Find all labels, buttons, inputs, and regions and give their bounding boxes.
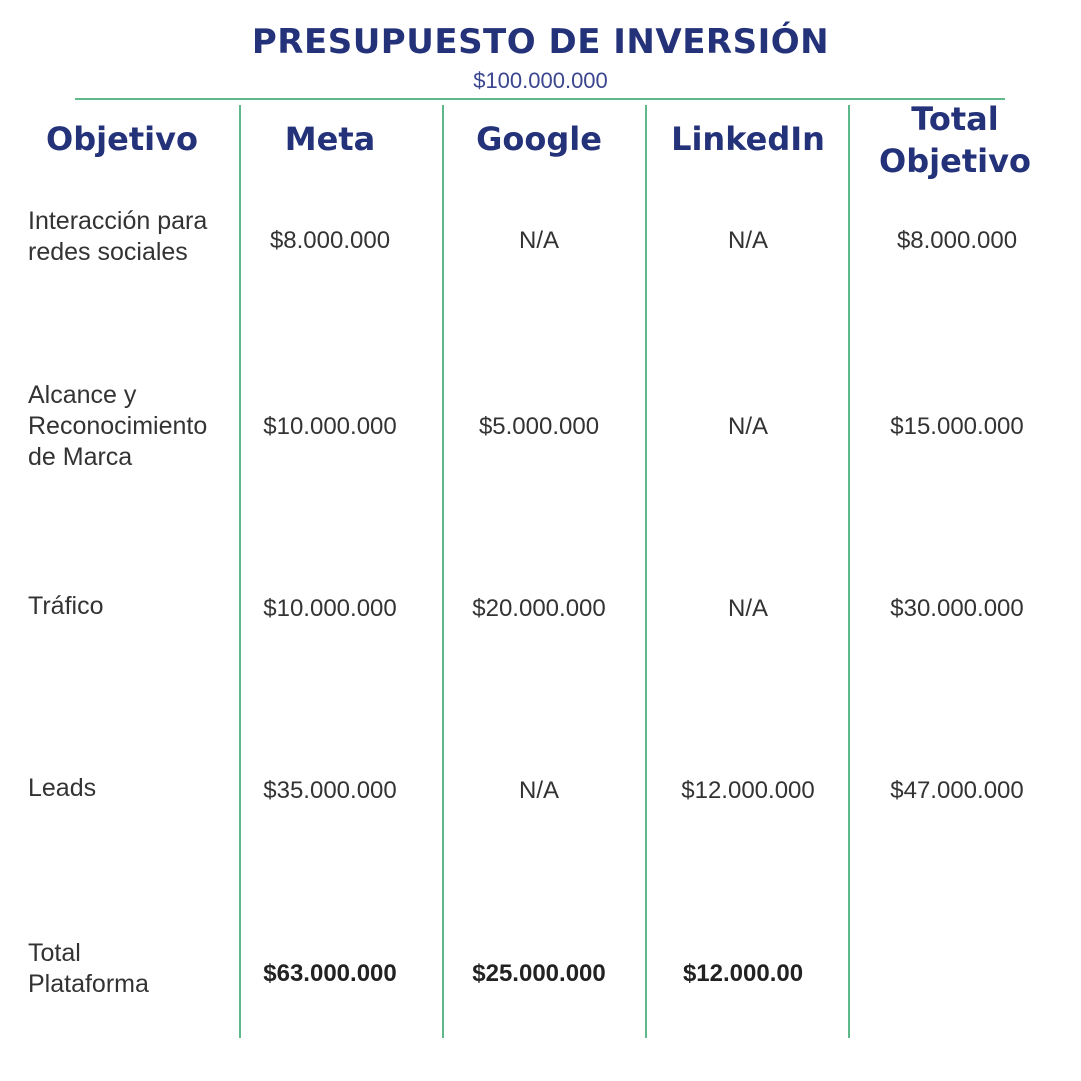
totals-label [28, 938, 233, 1000]
totals-label-line: Plataforma [28, 970, 149, 998]
header-total-objetivo-line-1: Total [911, 100, 999, 138]
cell-total: $47.000.000 [890, 777, 1024, 804]
total-google: $25.000.000 [472, 960, 606, 987]
cell-google: N/A [518, 227, 559, 254]
cell-meta: $10.000.000 [263, 413, 397, 440]
page-title: PRESUPUESTO DE INVERSIÓN [251, 22, 830, 62]
row-label-line: Leads [28, 774, 97, 802]
row-label-line: Reconocimiento [28, 412, 208, 440]
cell-linkedin: N/A [727, 413, 768, 440]
row-label [28, 380, 233, 473]
cell-linkedin: N/A [727, 595, 768, 622]
header-google: Google [476, 120, 602, 158]
cell-google: $5.000.000 [478, 413, 600, 440]
cell-google: $20.000.000 [472, 595, 606, 622]
header-total-objetivo [850, 98, 1060, 182]
row-label [28, 773, 233, 804]
totals-label-line: Total [28, 939, 81, 967]
row-label-line: redes sociales [28, 238, 188, 266]
total-meta: $63.000.000 [263, 960, 397, 987]
cell-total: $30.000.000 [890, 595, 1024, 622]
header-total-objetivo-line-2: Objetivo [879, 142, 1031, 180]
header-linkedin: LinkedIn [671, 120, 825, 158]
cell-total: $15.000.000 [890, 413, 1024, 440]
cell-total: $8.000.000 [896, 227, 1018, 254]
cell-linkedin: $12.000.000 [681, 777, 815, 804]
cell-linkedin: N/A [727, 227, 768, 254]
row-label-line: Interacción para [28, 207, 208, 235]
cell-google: N/A [518, 777, 559, 804]
header-meta: Meta [284, 120, 376, 158]
budget-total: $100.000.000 [473, 68, 608, 93]
row-label-line: Tráfico [28, 592, 104, 620]
row-label [28, 591, 233, 622]
cell-meta: $10.000.000 [263, 595, 397, 622]
column-divider-3 [645, 105, 647, 1038]
row-label [28, 206, 233, 268]
header-objetivo: Objetivo [46, 120, 198, 158]
row-label-line: Alcance y [28, 381, 137, 409]
cell-meta: $35.000.000 [263, 777, 397, 804]
row-label-line: de Marca [28, 443, 133, 471]
total-linkedin: $12.000.00 [682, 960, 804, 987]
cell-meta: $8.000.000 [269, 227, 391, 254]
